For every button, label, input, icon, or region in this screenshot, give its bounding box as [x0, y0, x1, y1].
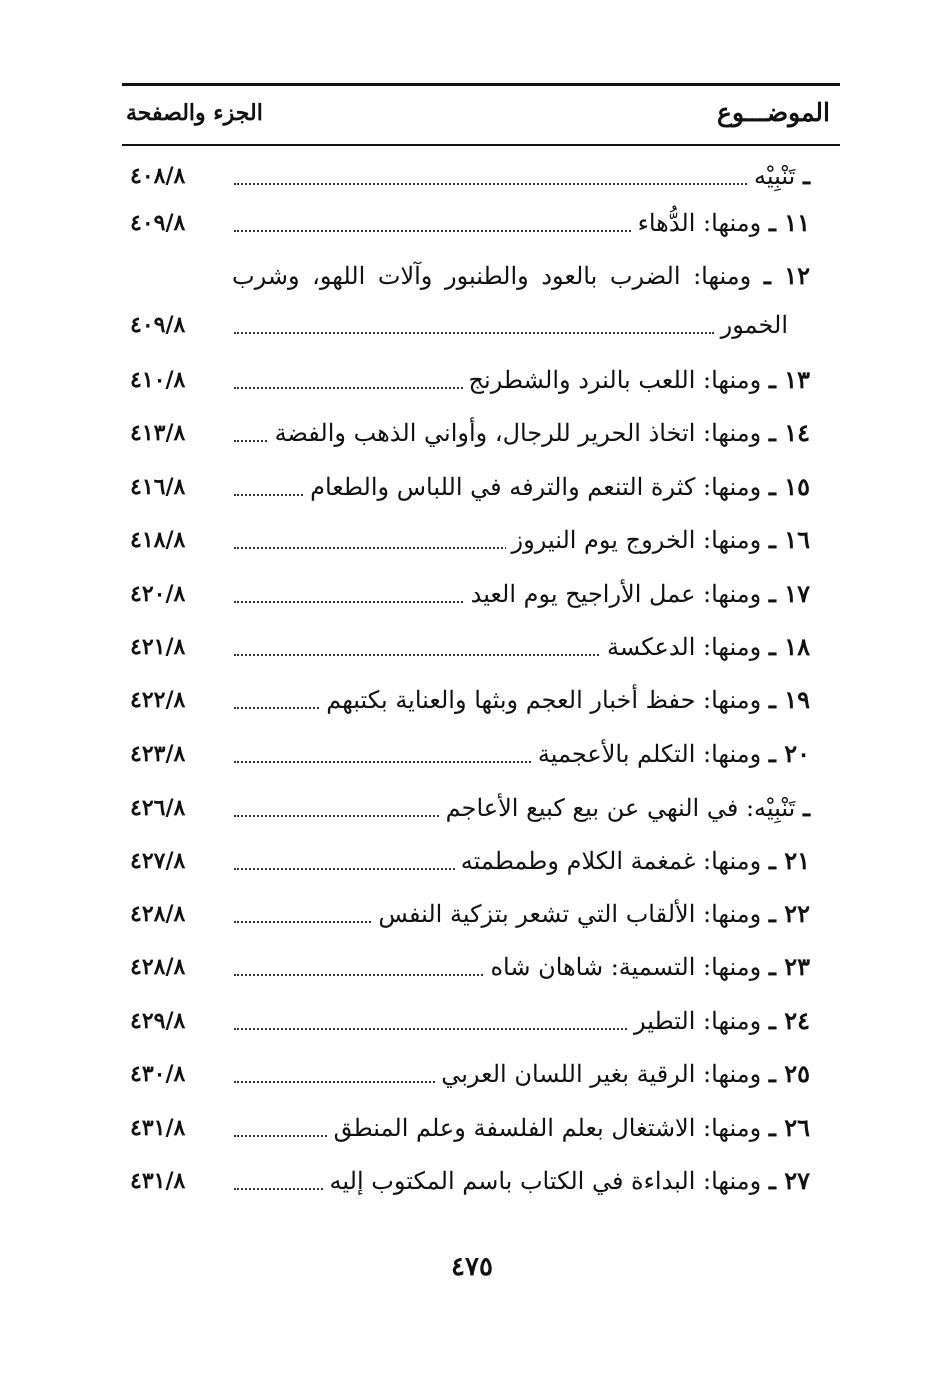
- entry-text: ومنها: حفظ أخبار العجم وبثها والعناية بكتبهم: [326, 686, 762, 714]
- toc-entry: [122, 1001, 840, 1041]
- toc-entry: [122, 520, 840, 560]
- entry-topic: [440, 788, 810, 828]
- entry-topic: [269, 413, 810, 453]
- entry-topic: [324, 1161, 810, 1201]
- toc-entry: [122, 788, 840, 828]
- toc-entry: [122, 574, 840, 614]
- entry-text: ومنها: الخروج يوم النيروز: [511, 526, 762, 554]
- entry-text: ومنها: التسمية: شاهان شاه: [490, 953, 762, 981]
- entry-page: ٤١٦/٨: [130, 474, 186, 500]
- entry-page: ٤٢٦/٨: [130, 795, 186, 821]
- entry-number: ١٢ ـ: [763, 261, 810, 290]
- toc-entry: [122, 156, 840, 196]
- entry-number: ١١ ـ: [768, 208, 810, 237]
- entry-text: ومنها: الرقية بغير اللسان العربي: [441, 1060, 762, 1088]
- entry-text: تَنْبِيْه: [754, 162, 796, 190]
- entry-topic: [628, 1001, 810, 1041]
- entry-page: ٤٠٩/٨: [130, 210, 186, 236]
- entry-number: ١٩ ـ: [768, 685, 810, 714]
- entry-page: ٤٢١/٨: [130, 634, 186, 660]
- entry-number: ٢٣ ـ: [768, 952, 810, 981]
- entry-text: ومنها: الضرب بالعود والطنبور وآلات اللهو، وشرب: [232, 262, 752, 290]
- toc-entry-first-line: [122, 256, 840, 296]
- toc-entry: [122, 360, 840, 400]
- toc-entry: [122, 1054, 840, 1094]
- entry-number: ٢٦ ـ: [768, 1113, 810, 1142]
- toc-entry: [122, 947, 840, 987]
- entry-number: ٢٢ ـ: [768, 899, 810, 928]
- toc-entry: [122, 841, 840, 881]
- entry-text: ومنها: الدعكسة: [606, 633, 762, 661]
- entry-number: ١٥ ـ: [768, 472, 810, 501]
- toc-entry-continuation: [122, 305, 840, 345]
- entry-topic: [320, 680, 810, 720]
- entry-number: ١٤ ـ: [768, 418, 810, 447]
- entry-text: ومنها: عمل الأراجيح يوم العيد: [470, 580, 762, 608]
- entry-page: ٤١٣/٨: [130, 420, 186, 446]
- topic-column-heading: الموضـــوع: [717, 98, 830, 127]
- toc-entry: [122, 894, 840, 934]
- entry-text: ومنها: كثرة التنعم والترفه في اللباس والطعام: [310, 473, 762, 501]
- toc-entry: [122, 467, 840, 507]
- entry-page: ٤٣١/٨: [130, 1115, 186, 1141]
- page-number: ٤٧٥: [451, 1252, 493, 1282]
- entry-page: ٤٢٢/٨: [130, 687, 186, 713]
- entry-number: ٢٤ ـ: [768, 1006, 810, 1035]
- entry-topic: [304, 467, 810, 507]
- entry-page: ٤١٨/٨: [130, 527, 186, 553]
- entry-text: ومنها: التطير: [634, 1007, 762, 1035]
- entry-text: ومنها: الألقاب التي تشعر بتزكية النفس: [378, 900, 762, 928]
- toc-entry: [122, 627, 840, 667]
- entry-number: ١٦ ـ: [768, 525, 810, 554]
- entry-number: ١٧ ـ: [768, 579, 810, 608]
- entry-text: ومنها: التكلم بالأعجمية: [537, 740, 762, 768]
- entry-page: ٤٢٨/٨: [130, 954, 186, 980]
- entry-page: ٤٠٩/٨: [130, 312, 186, 338]
- entry-topic: [328, 1108, 810, 1148]
- entry-topic: [506, 520, 810, 560]
- entry-text: ومنها: اللعب بالنرد والشطرنج: [468, 366, 762, 394]
- entry-number: ١٣ ـ: [768, 365, 810, 394]
- entry-number: ٢٠ ـ: [768, 739, 810, 768]
- entry-topic: [465, 574, 810, 614]
- entry-topic: [632, 203, 810, 243]
- entry-number: ١٨ ـ: [768, 632, 810, 661]
- entry-text: ومنها: الاشتغال بعلم الفلسفة وعلم المنطق: [333, 1114, 762, 1142]
- toc-entry: [122, 1161, 840, 1201]
- entry-page: ٤٣٠/٨: [130, 1061, 186, 1087]
- entry-topic: [532, 734, 810, 774]
- entry-number: ـ: [802, 793, 810, 822]
- page-column-heading: الجزء والصفحة: [126, 100, 263, 126]
- entry-number: ٢٧ ـ: [768, 1166, 810, 1195]
- entry-topic: [748, 156, 810, 196]
- entry-page: ٤١٠/٨: [130, 367, 186, 393]
- entry-continuation-text: الخمور: [715, 305, 788, 345]
- entry-page: ٤٣١/٨: [130, 1168, 186, 1194]
- entry-text: ومنها: اتخاذ الحرير للرجال، وأواني الذهب والفضة: [274, 419, 762, 447]
- dot-leader: [234, 183, 810, 185]
- toc-entry: [122, 1108, 840, 1148]
- entry-page: ٤٠٨/٨: [130, 163, 186, 189]
- entry-text: ومنها: الدُّهاء: [637, 209, 762, 237]
- entry-page: ٤٢٧/٨: [130, 848, 186, 874]
- toc-entry: [122, 680, 840, 720]
- entry-page: ٤٢٨/٨: [130, 901, 186, 927]
- entry-number: ٢١ ـ: [768, 846, 810, 875]
- entry-text: تَنْبِيْه: في النهي عن بيع كبيع الأعاجم: [445, 794, 796, 822]
- entry-topic: [435, 1054, 810, 1094]
- entry-number: ٢٥ ـ: [768, 1059, 810, 1088]
- entry-text: ومنها: غمغمة الكلام وطمطمته: [460, 847, 762, 875]
- entry-page: ٤٢٠/٨: [130, 581, 186, 607]
- entry-topic: [455, 841, 810, 881]
- entry-topic: [484, 947, 810, 987]
- entry-page: ٤٢٩/٨: [130, 1008, 186, 1034]
- entry-text: ومنها: البداءة في الكتاب باسم المكتوب إليه: [329, 1167, 762, 1195]
- entry-number: ـ: [802, 161, 810, 190]
- entry-topic: [232, 256, 810, 296]
- entry-topic: [372, 894, 810, 934]
- dot-leader: [234, 332, 714, 334]
- entry-topic: [601, 627, 810, 667]
- entry-page: ٤٢٣/٨: [130, 741, 186, 767]
- toc-entry: [122, 734, 840, 774]
- toc-entry: [122, 203, 840, 243]
- entry-topic: [463, 360, 810, 400]
- toc-entry: [122, 413, 840, 453]
